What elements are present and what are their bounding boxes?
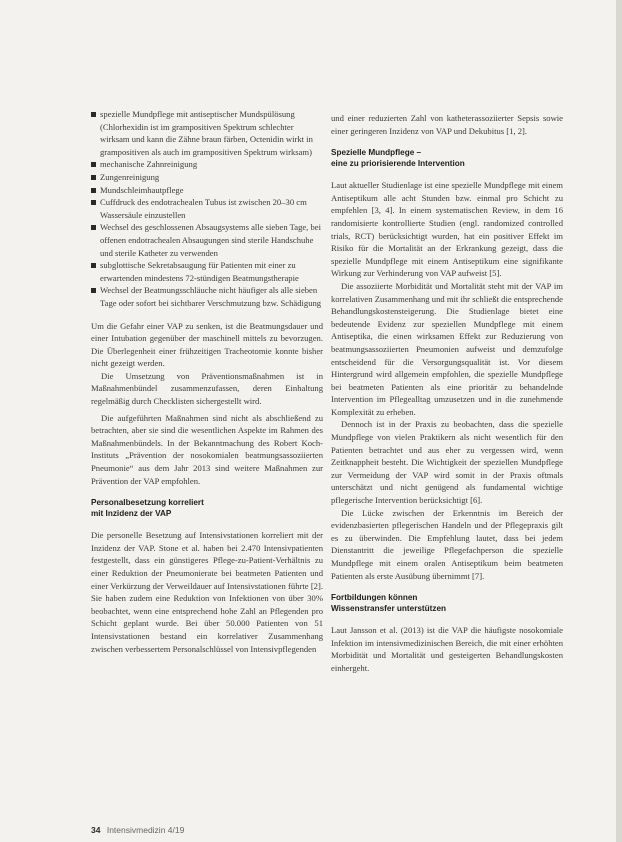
section-heading — [331, 592, 563, 614]
right-column — [331, 112, 563, 675]
section-heading — [331, 147, 563, 169]
body-paragraph: Die Lücke zwischen der Erkenntnis im Bereich der evidenzbasierten pflegerischen Handeln und der Pflegepraxis gilt es zu überwinden. Die Empfehlung lautet, dass bei jedem Dienstantritt die jeweilige Pflegefachperson die spezielle Mundpflege mit einem oralen Antiseptikum beim beatmeten Patienten als erste Ausübung übernimmt [7]. — [331, 507, 563, 581]
list-item: mechanische Zahnreinigung — [91, 158, 323, 171]
page-number: 34 — [91, 825, 101, 835]
section-heading-line: Wissenstransfer unterstützen — [331, 604, 447, 614]
list-item: spezielle Mundpflege mit antiseptischer Mundspülösung (Chlorhexidin ist im grampositiven Spektrum schlechter wirksam und kann die Zähne braun färben, Octenidin wirkt in grampositiven als auch im grampositiven Spektrum wirksam) — [91, 108, 323, 158]
list-item: subglottische Sekretabsaugung für Patienten mit einer zu erwartenden mindestens 72-stündigen Beatmungstherapie — [91, 259, 323, 284]
list-item: Mundschleimhautpflege — [91, 184, 323, 197]
body-paragraph: Die aufgeführten Maßnahmen sind nicht als abschließend zu betrachten, aber sie sind die wesentlichen Aspekte im Rahmen des Maßnahmenbündels. In der Bekanntmachung des Robert Koch-Instituts „Prävention der nosokomialen beatmungsassoziierten Pneumonie“ aus dem Jahr 2013 sind weitere Maßnahmen zur Prävention der VAP empfohlen. — [91, 412, 323, 486]
body-paragraph: Laut aktueller Studienlage ist eine spezielle Mundpflege mit einem Antiseptikum alle acht Stunden bzw. einmal pro Schicht zu empfehlen [3, 4]. In einem systematischen Review, in dem 16 randomisierte kontrollierte Studien (engl. randomized controlled trials, RCT) berücksichtigt wurden, hat ein positiver Effekt im Risiko für die Mortalität an der Erkrankung gezeigt, dass die spezielle Mundpflege mit einem Antiseptikum eine signifikante Wirkung zur Verhinderung von VAP aufweist [5]. — [331, 180, 563, 279]
body-paragraph: Die Umsetzung von Präventionsmaßnahmen ist in Maßnahmenbündel zusammenzufassen, deren Einhaltung regelmäßig durch Checklisten sichergestellt wird. — [91, 370, 323, 407]
body-paragraph: Die personelle Besetzung auf Intensivstationen korreliert mit der Inzidenz der VAP. Stone et al. haben bei 2.470 Intensivpatienten festgestellt, dass ein günstigeres Pflege-zu-Patient-Verhältnis zu einer Reduktion der Pneumonierate bei beatmeten Patienten und einer Verkürzung der Verweildauer auf Intensivstationen führte [2]. Sie haben zudem eine Reduktion von Infektionen von über 30% beobachtet, wenn eine entsprechend hohe Zahl an Pflegenden pro Schicht geplant wurde. Bei über 50.000 Patienten von 51 Intensivstationen bestand ein korrelativer Zusammenhang zwischen verbessertem Personalschlüssel von Intensivpflegenden — [91, 530, 323, 654]
body-paragraph: Dennoch ist in der Praxis zu beobachten, dass die spezielle Mundpflege von vielen Praktikern als nicht wesentlich für den Patienten betrachtet und aus eher zu vergessen wird, wenn Zeitknappheit besteht. Die Wichtigkeit der speziellen Mundpflege zur Vermeidung der VAP wird somit in der Praxis oftmals unterschätzt und nicht genügend als fundamental wichtige pflegerische Intervention berücksichtigt [6]. — [331, 419, 563, 506]
section-heading-line: Fortbildungen können — [331, 593, 418, 603]
section-heading-line: eine zu priorisierende Intervention — [331, 159, 465, 169]
prevention-measures-list — [91, 108, 323, 310]
page-edge — [616, 0, 622, 842]
body-paragraph: und einer reduzierten Zahl von katheterassoziierter Sepsis sowie einer geringeren Inzidenz von VAP und Dekubitus [1, 2]. — [331, 113, 563, 136]
list-item: Cuffdruck des endotrachealen Tubus ist zwischen 20–30 cm Wassersäule einzustellen — [91, 196, 323, 221]
page-footer — [91, 825, 184, 835]
section-heading-line: Personalbesetzung korreliert — [91, 498, 204, 508]
list-item: Wechsel des geschlossenen Absaugsystems alle sieben Tage, bei offenen endotrachealen Absaugungen sind sterile Handschuhe und sterile Katheter zu verwenden — [91, 221, 323, 259]
list-item: Zungenreinigung — [91, 171, 323, 184]
section-heading-line: Spezielle Mundpflege – — [331, 148, 422, 158]
section-heading-line: mit Inzidenz der VAP — [91, 509, 172, 519]
body-paragraph: Um die Gefahr einer VAP zu senken, ist die Beatmungsdauer und einer Intubation gegenüber der maschinell mittels zu bevorzugen. Die Überlegenheit einer frühzeitigen Tracheotomie konnte bisher nicht gezeigt werden. — [91, 320, 323, 369]
left-column — [91, 108, 323, 655]
section-heading — [91, 497, 323, 519]
body-paragraph: Die assoziierte Morbidität und Mortalität steht mit der VAP im korrelativen Zusammenhang und mit ihr schließt die entsprechende Behandlungskostensteigerung. Die Studienlage bietet eine bedeutende Evidenz zur speziellen Mundpflege mit einem Antiseptika, die einen wirksamen Effekt zur Reduzierung von beatmungsassoziierten Pneumonien aufweist und demzufolge entscheidend für die Versorgungsqualität ist. Vor diesem Hintergrund wird allgemein empfohlen, die spezielle Mundpflege bei beatmeten Patienten als eine prioritär zu behandelnde Intervention im Pflegealltag umzusetzen und in die zunehmende Komplexität zu erheben. — [331, 280, 563, 417]
list-item: Wechsel der Beatmungsschläuche nicht häufiger als alle sieben Tage oder sofort bei sichtbarer Verschmutzung bzw. Schädigung — [91, 284, 323, 309]
body-paragraph: Laut Jansson et al. (2013) ist die VAP die häufigste nosokomiale Infektion im intensivmedizinischen Bereich, die mit einer erhöhten Morbidität und Mortalität und gesteigerten Behandlungskosten einhergeht. — [331, 625, 563, 673]
journal-name: Intensivmedizin 4/19 — [106, 825, 185, 835]
